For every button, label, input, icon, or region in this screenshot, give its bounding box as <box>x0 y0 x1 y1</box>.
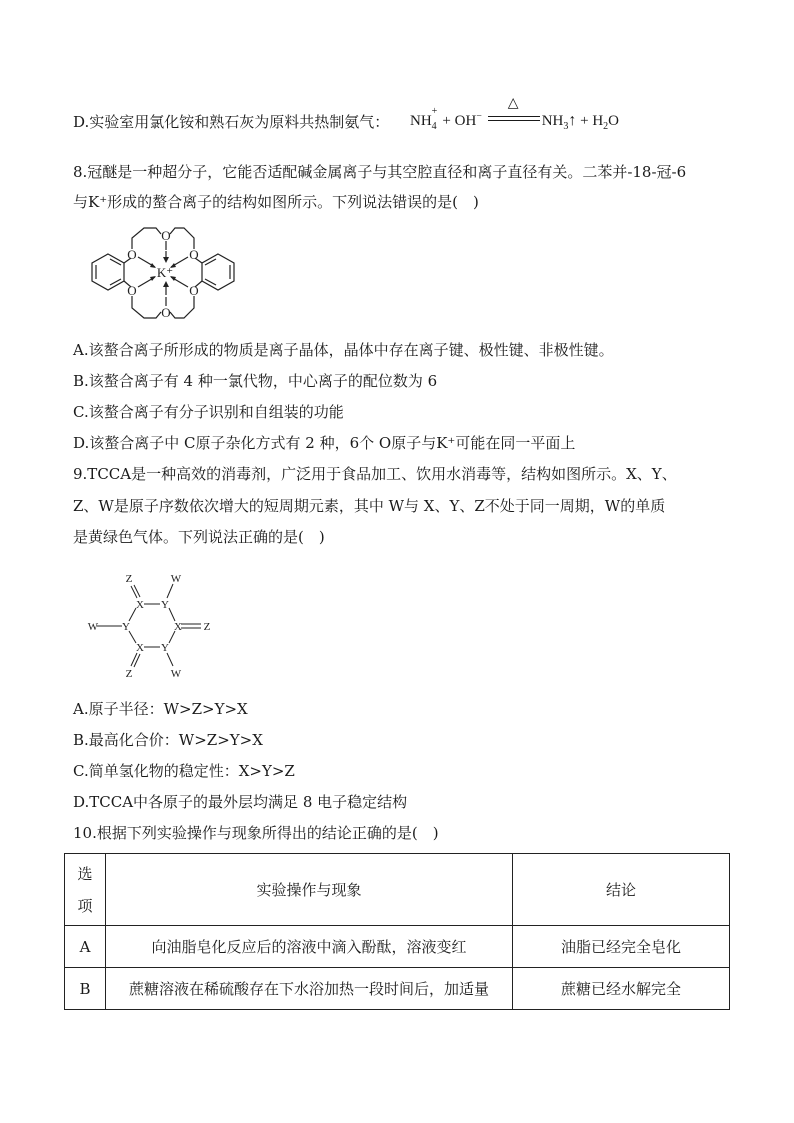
row-option: A <box>65 926 106 968</box>
oxygen-label: O <box>189 247 199 262</box>
tcca-structure-figure <box>85 568 225 683</box>
q9-option-a: A.原子半径：W>Z>Y>X <box>73 700 248 718</box>
q8-option-c: C.该螯合离子有分子识别和自组装的功能 <box>73 403 344 421</box>
w-atom-label: W <box>87 621 99 633</box>
eq-nh4-subscript: 4 <box>431 121 437 132</box>
q8-stem-line1: 8.冠醚是一种超分子，它能否适配碱金属离子与其空腔直径和离子直径有关。二苯并-18-冠-6 <box>73 163 687 181</box>
ammonia-equation <box>410 96 619 132</box>
header-option-bottom: 项 <box>77 896 93 915</box>
q9-stem-line1: 9.TCCA是一种高效的消毒剂，广泛用于食品加工、饮用水消毒等，结构如图所示。X、Y、 <box>73 465 677 483</box>
row-conclusion: 蔗糖已经水解完全 <box>513 968 730 1010</box>
eq-nh3-subscript: 3 <box>563 121 569 132</box>
table-row <box>65 968 730 1010</box>
oxygen-label: O <box>161 228 171 243</box>
x-atom-label: X <box>136 599 144 611</box>
header-conclusion: 结论 <box>513 854 730 926</box>
q9-option-d: D.TCCA中各原子的最外层均满足 8 电子稳定结构 <box>73 793 408 811</box>
heating-arrow <box>488 96 540 125</box>
q9-option-b: B.最高化合价：W>Z>Y>X <box>73 731 263 749</box>
q9-option-c: C.简单氢化物的稳定性：X>Y>Z <box>73 762 295 780</box>
q7-option-d: D.实验室用氯化铵和熟石灰为原料共热制氨气： <box>73 113 390 131</box>
delta-symbol: △ <box>507 96 519 111</box>
row-option: B <box>65 968 106 1010</box>
x-atom-label: X <box>136 642 144 654</box>
row-operation: 向油脂皂化反应后的溶液中滴入酚酞，溶液变红 <box>106 926 513 968</box>
eq-h2o-o: O <box>608 113 619 129</box>
table-header-row <box>65 854 730 926</box>
experiment-table <box>64 853 730 1010</box>
eq-oh: + OH <box>438 113 477 129</box>
potassium-ion-label: K⁺ <box>156 265 174 280</box>
eq-nh4-charge: + <box>431 106 438 117</box>
q9-stem-line2: Z、W是原子序数依次增大的短周期元素，其中 W与 X、Y、Z不处于同一周期，W的单质 <box>73 497 666 515</box>
crown-ether-k-complex-figure <box>70 220 260 330</box>
table-row <box>65 926 730 968</box>
header-operation: 实验操作与现象 <box>106 854 513 926</box>
eq-h2o-subscript: 2 <box>603 121 609 132</box>
oxygen-label: O <box>127 247 137 262</box>
q8-stem-line2: 与K⁺形成的螯合离子的结构如图所示。下列说法错误的是( ) <box>73 193 479 211</box>
q8-option-a: A.该螯合离子所形成的物质是离子晶体，晶体中存在离子键、极性键、非极性键。 <box>73 341 614 359</box>
header-option-top: 选 <box>77 864 93 883</box>
eq-h2o: + H <box>576 113 604 129</box>
q8-option-b: B.该螯合离子有 4 种一氯代物，中心离子的配位数为 6 <box>73 372 438 390</box>
x-atom-label: X <box>174 621 182 633</box>
eq-nh3: NH <box>541 113 564 129</box>
z-atom-label: Z <box>125 668 133 680</box>
oxygen-label: O <box>189 283 199 298</box>
y-atom-label: Y <box>122 621 130 633</box>
row-conclusion: 油脂已经完全皂化 <box>513 926 730 968</box>
y-atom-label: Y <box>161 642 169 654</box>
q8-option-d: D.该螯合离子中 C原子杂化方式有 2 种，6个 O原子与K⁺可能在同一平面上 <box>73 434 576 452</box>
z-atom-label: Z <box>203 621 211 633</box>
header-option <box>65 854 106 926</box>
z-atom-label: Z <box>125 573 133 585</box>
oxygen-label: O <box>161 305 171 320</box>
w-atom-label: W <box>170 573 182 585</box>
q10-stem: 10.根据下列实验操作与现象所得出的结论正确的是( ) <box>73 824 439 842</box>
oxygen-label: O <box>127 283 137 298</box>
eq-nh4: NH <box>410 113 432 129</box>
gas-arrow: ↑ <box>568 112 577 129</box>
y-atom-label: Y <box>161 599 169 611</box>
eq-oh-charge: − <box>476 111 482 122</box>
row-operation: 蔗糖溶液在稀硫酸存在下水浴加热一段时间后，加适量 <box>106 968 513 1010</box>
q9-stem-line3: 是黄绿色气体。下列说法正确的是( ) <box>73 528 325 546</box>
w-atom-label: W <box>170 668 182 680</box>
